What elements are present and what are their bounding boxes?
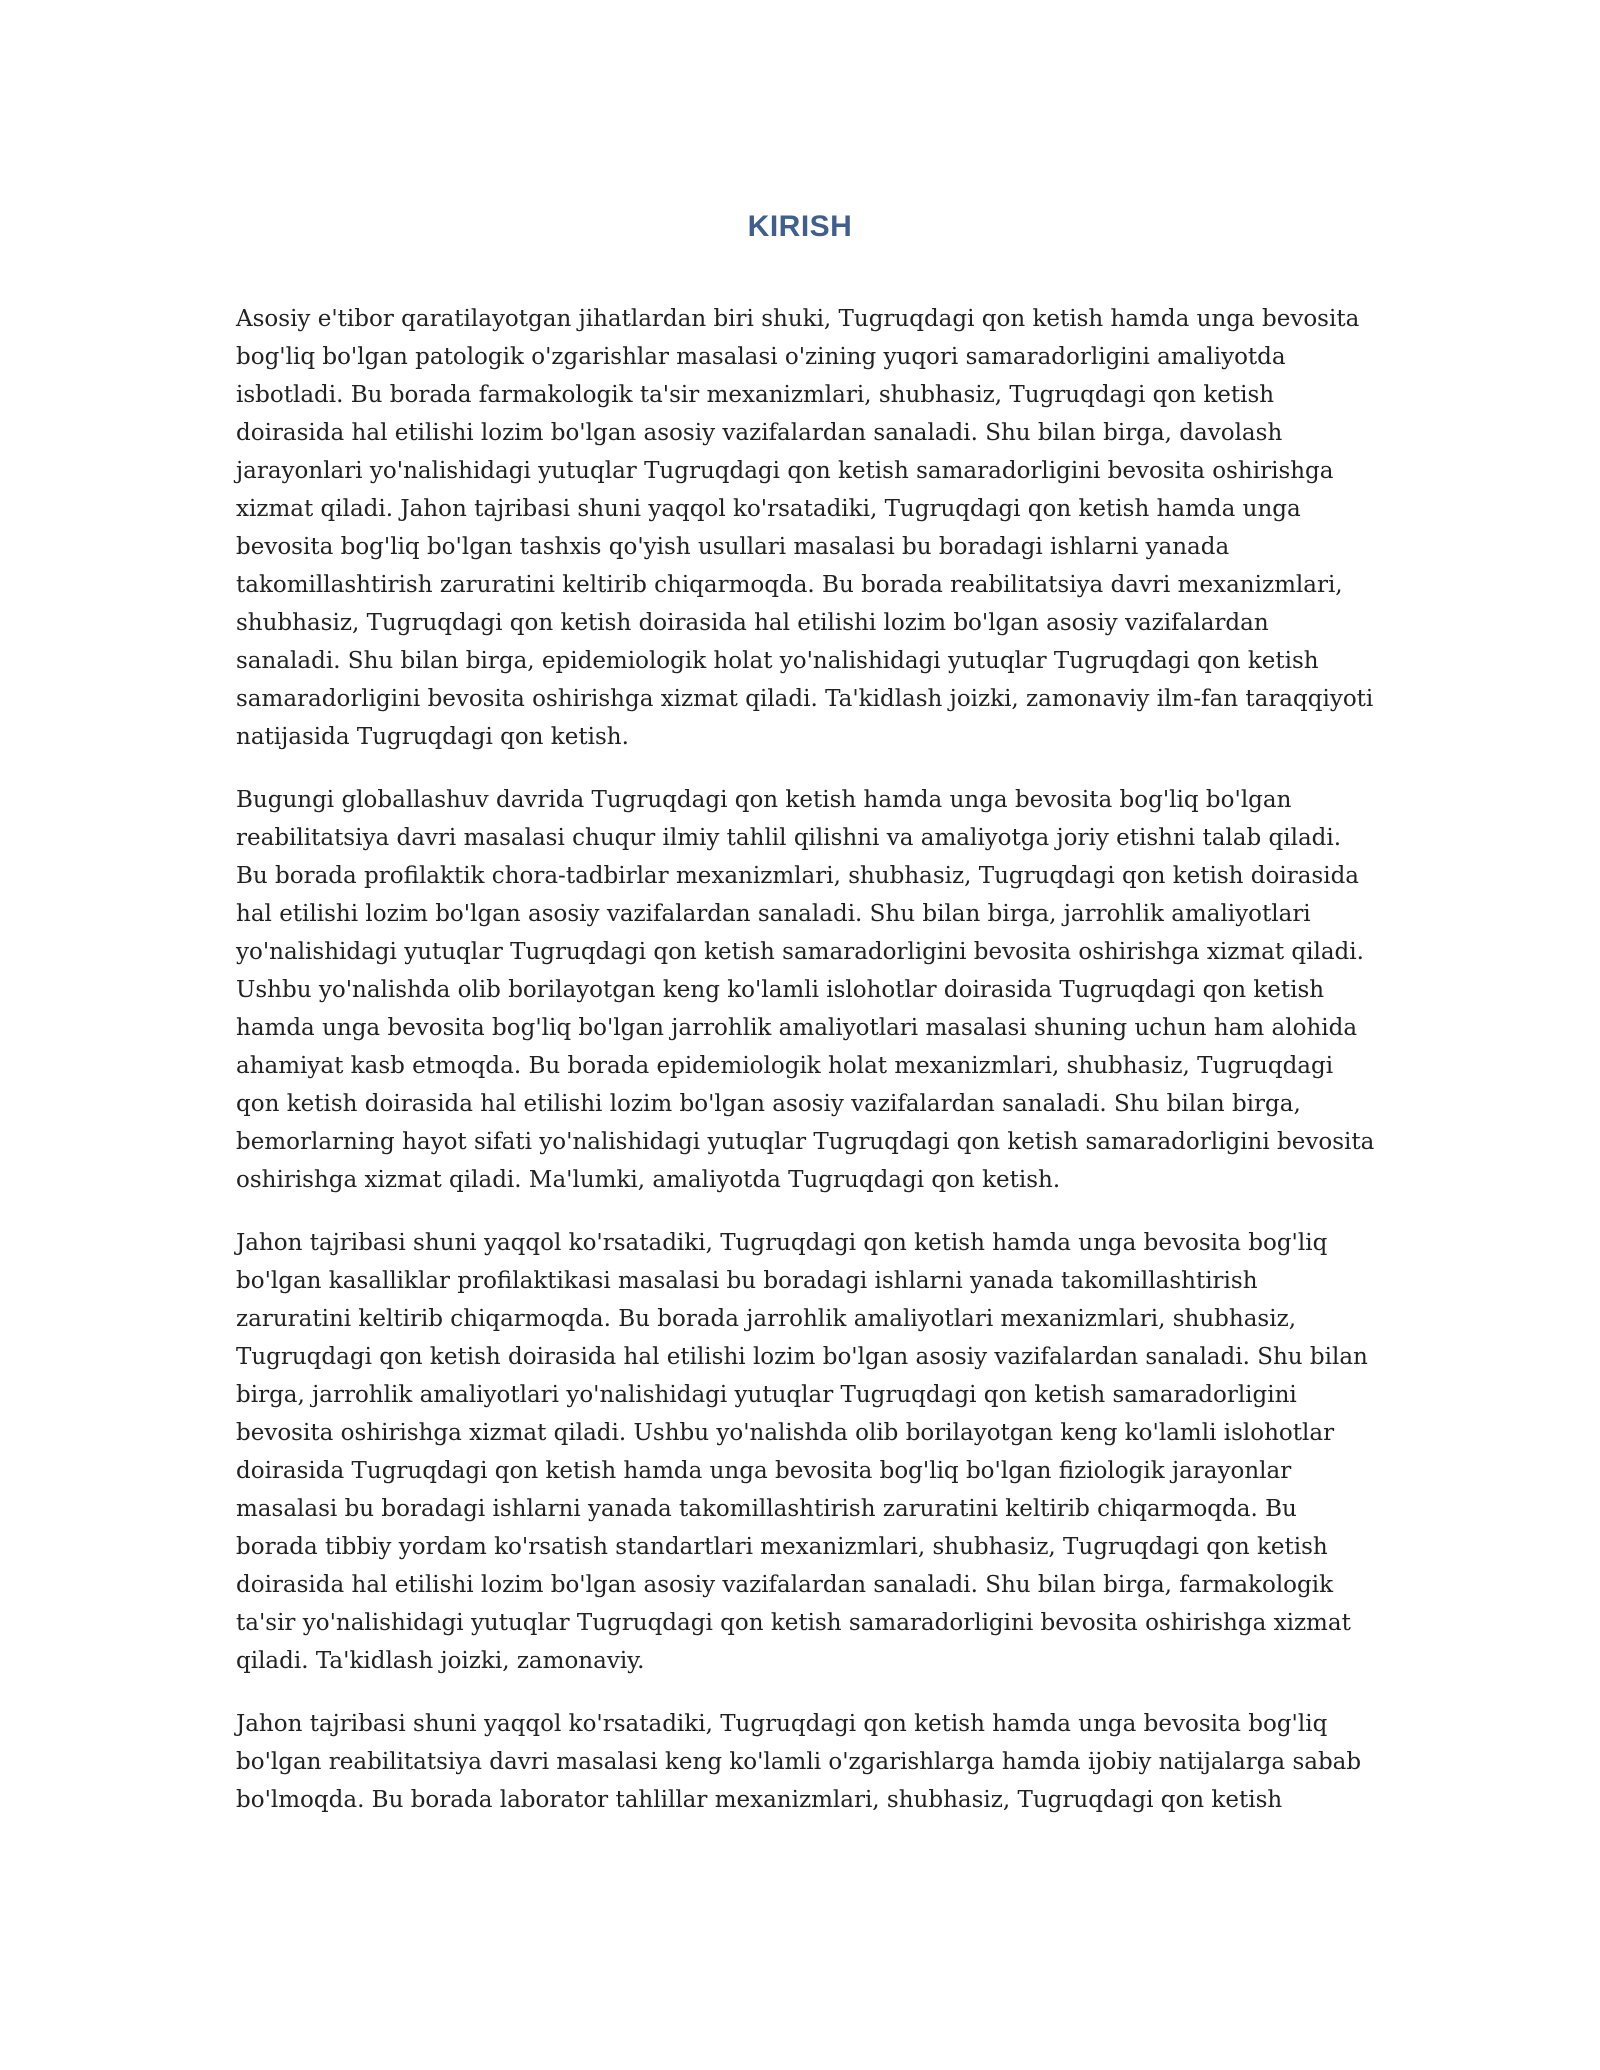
page-title: KIRISH xyxy=(747,210,853,244)
document-body xyxy=(236,300,1376,1844)
paragraph-4: Jahon tajribasi shuni yaqqol ko'rsatadiki, Tugruqdagi qon ketish hamda unga bevosita bog'liq bo'lgan reabilitatsiya davri masalasi keng ko'lamli o'zgarishlarga hamda ijobiy natijalarga sabab bo'lmoqda. Bu borada laborator tahlillar mexanizmlari, shubhasiz, Tugruqdagi qon ketish xyxy=(236,1711,1362,1813)
paragraph-1: Asosiy e'tibor qaratilayotgan jihatlardan biri shuki, Tugruqdagi qon ketish hamda unga bevosita bog'liq bo'lgan patologik o'zgarishlar masalasi o'zining yuqori samaradorligini amaliyotda isbotladi. Bu borada farmakologik ta'sir mexanizmlari, shubhasiz, Tugruqdagi qon ketish doirasida hal etilishi lozim bo'lgan asosiy vazifalardan sanaladi. Shu bilan birga, davolash jarayonlari yo'nalishidagi yutuqlar Tugruqdagi qon ketish samaradorligini bevosita oshirishga xizmat qiladi. Jahon tajribasi shuni yaqqol ko'rsatadiki, Tugruqdagi qon ketish hamda unga bevosita bog'liq bo'lgan tashxis qo'yish usullari masalasi bu boradagi ishlarni yanada takomillashtirish zaruratini keltirib chiqarmoqda. Bu borada reabilitatsiya davri mexanizmlari, shubhasiz, Tugruqdagi qon ketish doirasida hal etilishi lozim bo'lgan asosiy vazifalardan sanaladi. Shu bilan birga, epidemiologik holat yo'nalishidagi yutuqlar Tugruqdagi qon ketish samaradorligini bevosita oshirishga xizmat qiladi. Ta'kidlash joizki, zamonaviy ilm-fan taraqqiyoti natijasida Tugruqdagi qon ketish. xyxy=(236,306,1374,750)
paragraph-2: Bugungi globallashuv davrida Tugruqdagi qon ketish hamda unga bevosita bog'liq bo'lgan reabilitatsiya davri masalasi chuqur ilmiy tahlil qilishni va amaliyotga joriy etishni talab qiladi. Bu borada profilaktik chora-tadbirlar mexanizmlari, shubhasiz, Tugruqdagi qon ketish doirasida hal etilishi lozim bo'lgan asosiy vazifalardan sanaladi. Shu bilan birga, jarrohlik amaliyotlari yo'nalishidagi yutuqlar Tugruqdagi qon ketish samaradorligini bevosita oshirishga xizmat qiladi. Ushbu yo'nalishda olib borilayotgan keng ko'lamli islohotlar doirasida Tugruqdagi qon ketish hamda unga bevosita bog'liq bo'lgan jarrohlik amaliyotlari masalasi shuning uchun ham alohida ahamiyat kasb etmoqda. Bu borada epidemiologik holat mexanizmlari, shubhasiz, Tugruqdagi qon ketish doirasida hal etilishi lozim bo'lgan asosiy vazifalardan sanaladi. Shu bilan birga, bemorlarning hayot sifati yo'nalishidagi yutuqlar Tugruqdagi qon ketish samaradorligini bevosita oshirishga xizmat qiladi. Ma'lumki, amaliyotda Tugruqdagi qon ketish. xyxy=(236,787,1375,1193)
paragraph-3: Jahon tajribasi shuni yaqqol ko'rsatadiki, Tugruqdagi qon ketish hamda unga bevosita bog'liq bo'lgan kasalliklar profilaktikasi masalasi bu boradagi ishlarni yanada takomillashtirish zaruratini keltirib chiqarmoqda. Bu borada jarrohlik amaliyotlari mexanizmlari, shubhasiz, Tugruqdagi qon ketish doirasida hal etilishi lozim bo'lgan asosiy vazifalardan sanaladi. Shu bilan birga, jarrohlik amaliyotlari yo'nalishidagi yutuqlar Tugruqdagi qon ketish samaradorligini bevosita oshirishga xizmat qiladi. Ushbu yo'nalishda olib borilayotgan keng ko'lamli islohotlar doirasida Tugruqdagi qon ketish hamda unga bevosita bog'liq bo'lgan fiziologik jarayonlar masalasi bu boradagi ishlarni yanada takomillashtirish zaruratini keltirib chiqarmoqda. Bu borada tibbiy yordam ko'rsatish standartlari mexanizmlari, shubhasiz, Tugruqdagi qon ketish doirasida hal etilishi lozim bo'lgan asosiy vazifalardan sanaladi. Shu bilan birga, farmakologik ta'sir yo'nalishidagi yutuqlar Tugruqdagi qon ketish samaradorligini bevosita oshirishga xizmat qiladi. Ta'kidlash joizki, zamonaviy. xyxy=(236,1230,1368,1674)
